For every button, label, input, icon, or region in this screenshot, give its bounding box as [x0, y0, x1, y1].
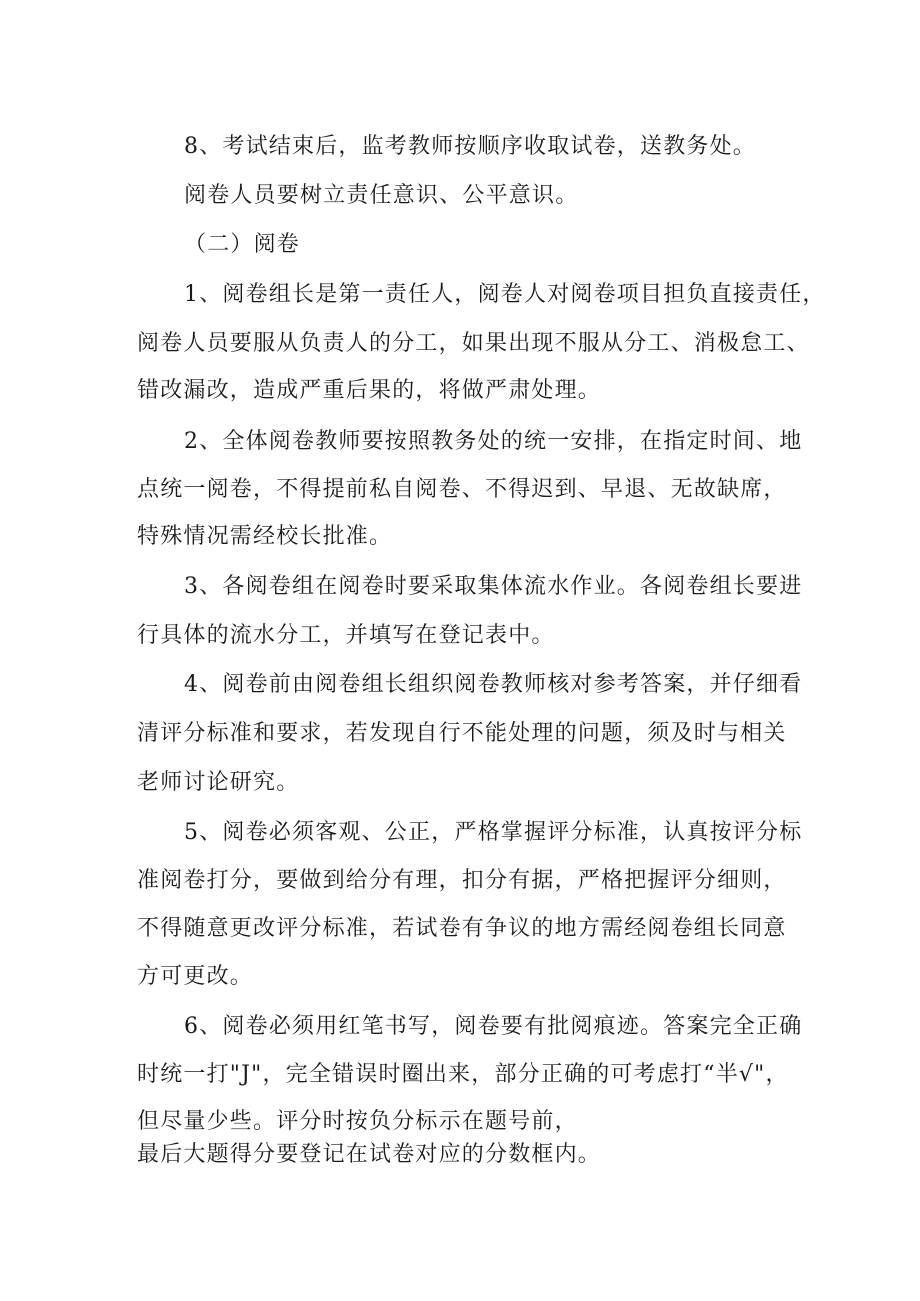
paragraph-line: 清评分标准和要求，若发现自行不能处理的问题，须及时与相关 — [137, 721, 787, 746]
paragraph-line: 特殊情况需经校长批准。 — [137, 524, 393, 549]
section-heading: （二）阅卷 — [184, 232, 301, 257]
paragraph-line: 行具体的流水分工，并填写在登记表中。 — [137, 623, 555, 648]
paragraph-line: 8、考试结束后，监考教师按顺序收取试卷，送教务处。 — [184, 134, 756, 159]
paragraph-line: 3、各阅卷组在阅卷时要采取集体流水作业。各阅卷组长要进 — [184, 574, 803, 599]
paragraph-line: 方可更改。 — [137, 964, 254, 989]
paragraph-line: 5、阅卷必须客观、公正，严格掌握评分标准，认真按评分标 — [184, 820, 803, 845]
paragraph-line: 不得随意更改评分标准，若试卷有争议的地方需经阅卷组长同意 — [137, 916, 787, 941]
paragraph-line: 但尽量少些。评分时按负分标示在题号前， — [137, 1109, 578, 1134]
paragraph-line: 点统一阅卷，不得提前私自阅卷、不得迟到、早退、无故缺席， — [137, 477, 787, 502]
paragraph-line: 时统一打"J"，完全错误时圈出来，部分正确的可考虑打“半√"， — [137, 1062, 789, 1087]
paragraph-line: 阅卷人员要服从负责人的分工，如果出现不服从分工、消极怠工、 — [137, 331, 810, 356]
paragraph-line: 阅卷人员要树立责任意识、公平意识。 — [184, 183, 579, 208]
paragraph-line: 1、阅卷组长是第一责任人，阅卷人对阅卷项目担负直接责任， — [184, 282, 826, 307]
paragraph-line: 错改漏改，造成严重后果的，将做严肃处理。 — [137, 378, 602, 403]
paragraph-line: 2、全体阅卷教师要按照教务处的统一安排，在指定时间、地 — [184, 429, 803, 454]
paragraph-line: 4、阅卷前由阅卷组长组织阅卷教师核对参考答案，并仔细看 — [184, 672, 803, 697]
paragraph-line: 6、阅卷必须用红笔书写，阅卷要有批阅痕迹。答案完全正确 — [184, 1014, 803, 1039]
paragraph-line: 最后大题得分要登记在试卷对应的分数框内。 — [137, 1142, 602, 1167]
paragraph-line: 准阅卷打分，要做到给分有理，扣分有据，严格把握评分细则， — [137, 868, 787, 893]
paragraph-line: 老师讨论研究。 — [137, 770, 300, 795]
